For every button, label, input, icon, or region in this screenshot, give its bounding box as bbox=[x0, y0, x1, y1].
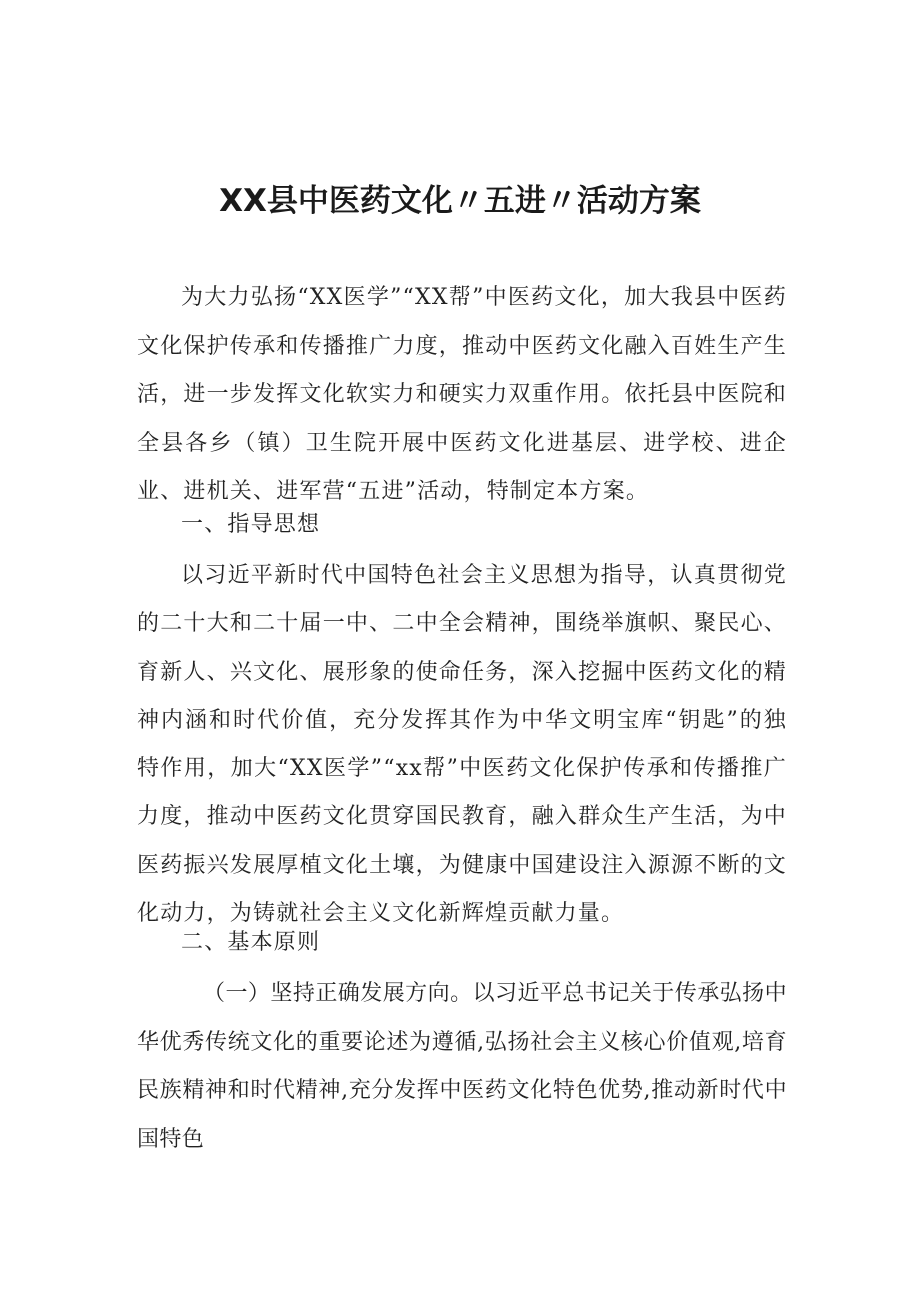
section-heading-guiding-ideology: 一、指导思想 bbox=[181, 512, 321, 537]
section-heading-basic-principles: 二、基本原则 bbox=[181, 930, 321, 955]
document-title: XX县中医药文化〃五进〃活动方案 bbox=[219, 183, 701, 219]
guiding-ideology-paragraph: 以习近平新时代中国特色社会主义思想为指导，认真贯彻党的二十大和二十届一中、二中全会精神，围绕举旗帜、聚民心、育新人、兴文化、展形象的使命任务，深入挖掘中医药文化的精神内涵和时代价值，充分发挥其作为中华文明宝库“钥匙”的独特作用，加大“XX医学”“xx帮”中医药文化保护传承和传播推广力度，推动中医药文化贯穿国民教育，融入群众生产生活，为中医药振兴发展厚植文化土壤，为健康中国建设注入源源不断的文化动力，为铸就社会主义文化新辉煌贡献力量。 bbox=[137, 563, 787, 927]
intro-paragraph: 为大力弘扬“XX医学”“XX帮”中医药文化，加大我县中医药文化保护传承和传播推广力度，推动中医药文化融入百姓生产生活，进一步发挥文化软实力和硬实力双重作用。依托县中医院和全县各乡（镇）卫生院开展中医药文化进基层、进学校、进企业、进机关、进军营“五进”活动，特制定本方案。 bbox=[137, 285, 787, 504]
basic-principle-item-1: （一）坚持正确发展方向。以习近平总书记关于传承弘扬中华优秀传统文化的重要论述为遵循,弘扬社会主义核心价值观,培育民族精神和时代精神,充分发挥中医药文化特色优势,推动新时代中国特色 bbox=[137, 981, 787, 1152]
